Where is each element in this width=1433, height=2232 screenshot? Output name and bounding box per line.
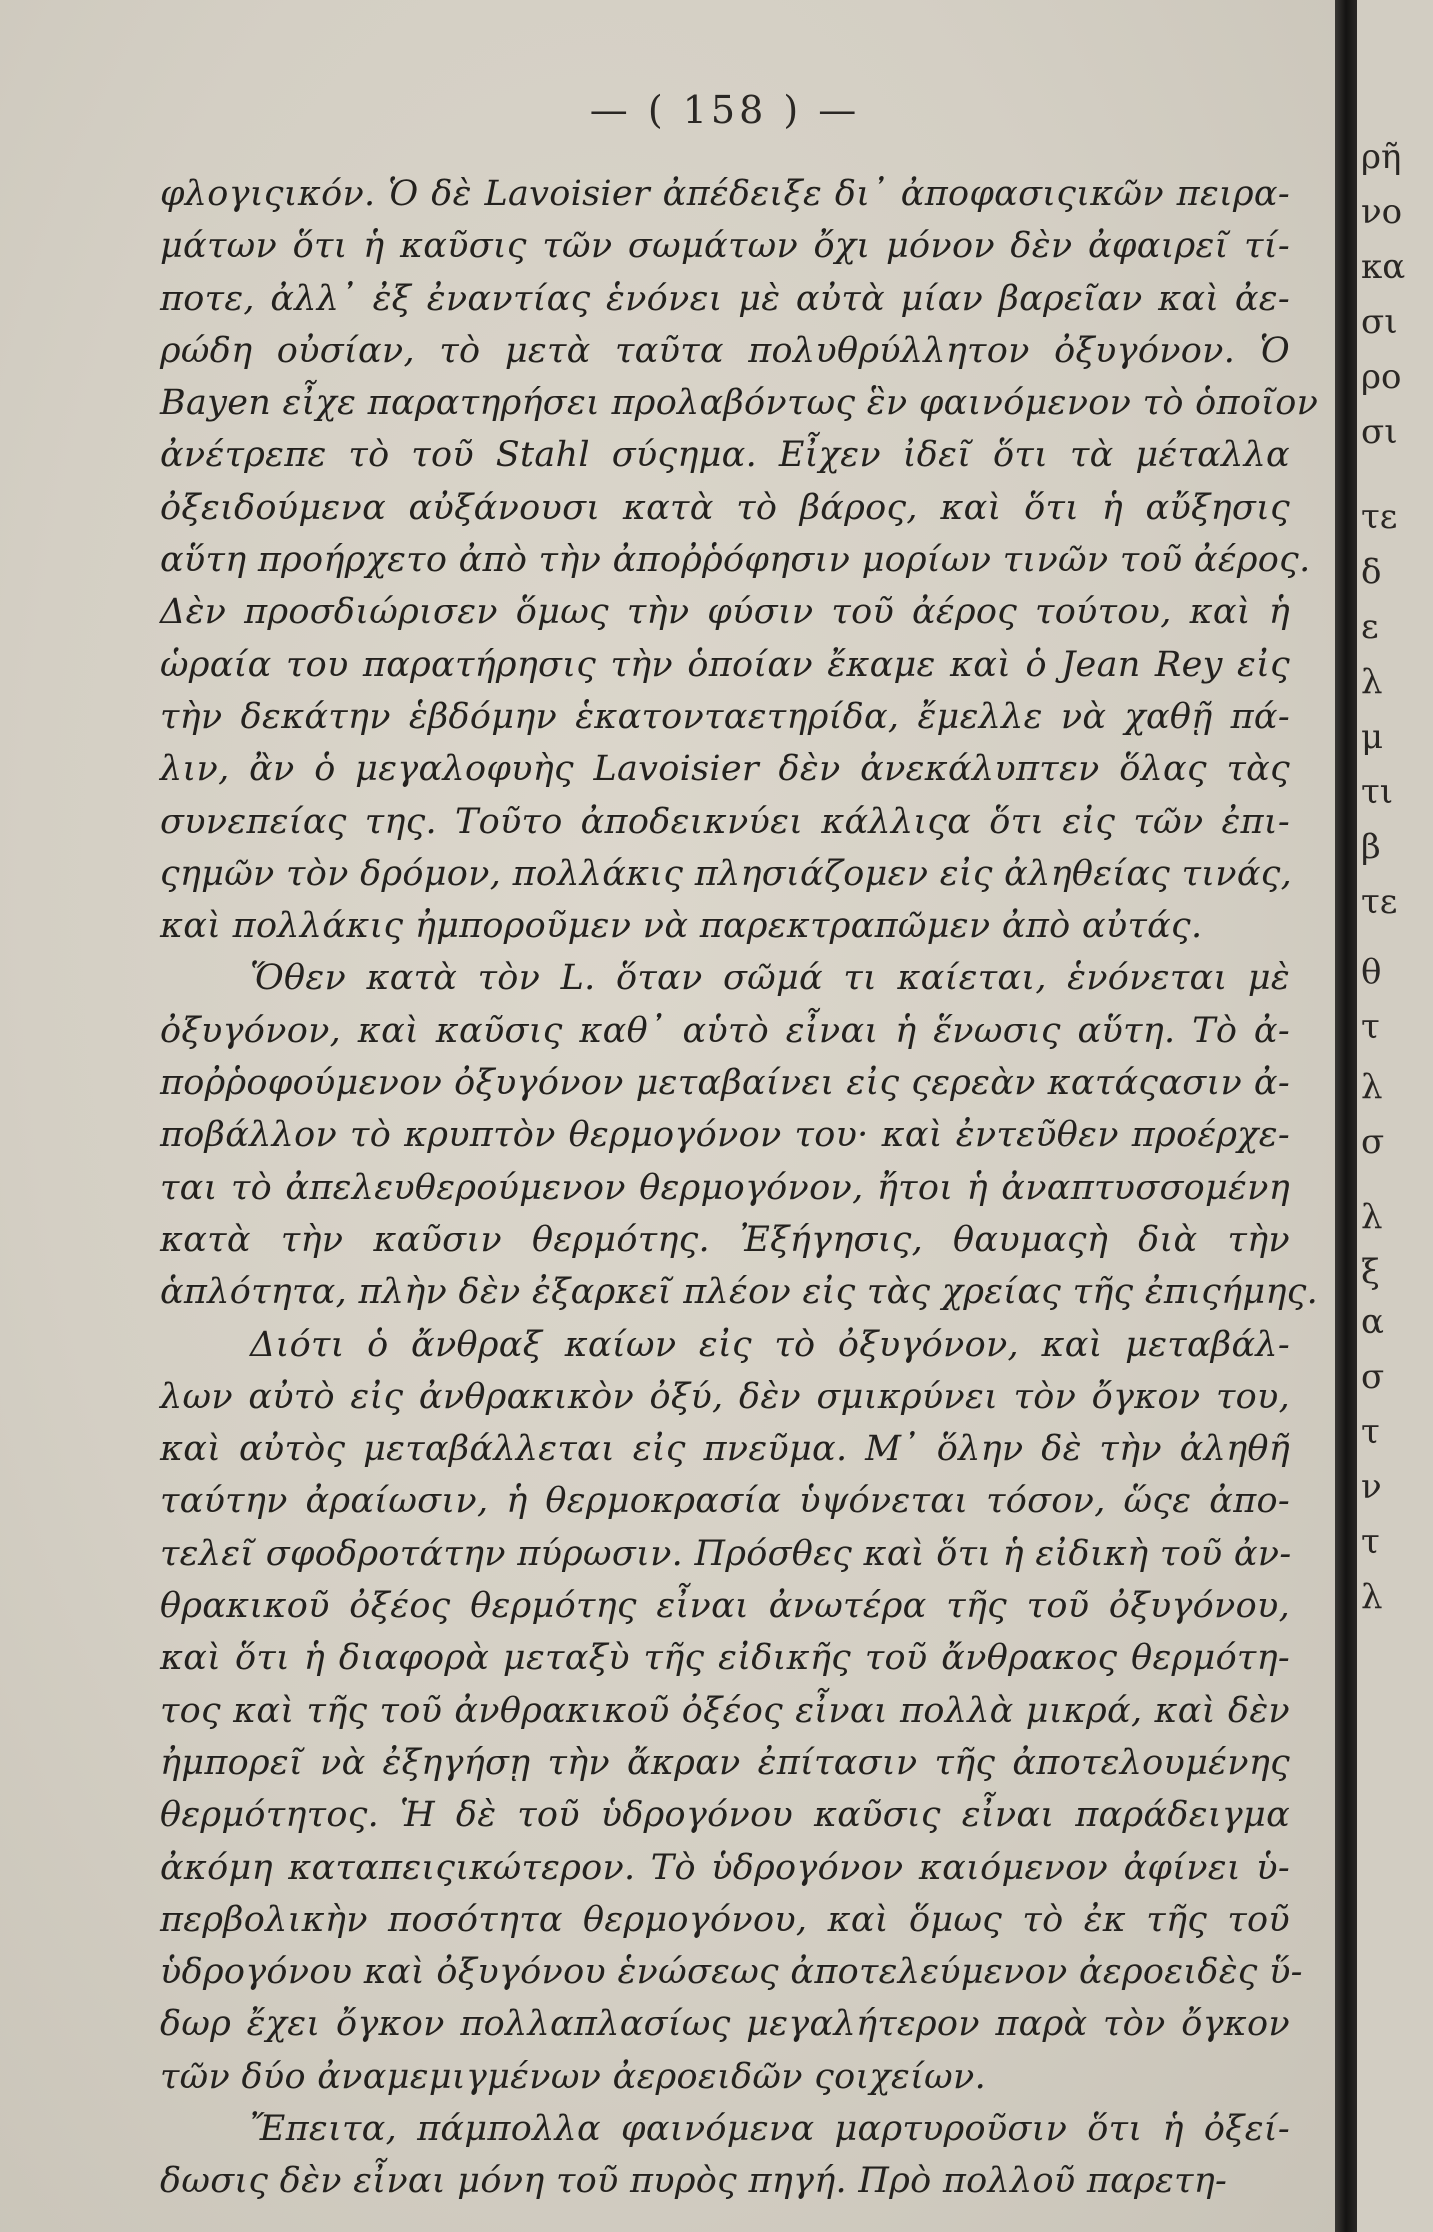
- adjacent-page-fragment: μ: [1361, 717, 1384, 757]
- adjacent-page-fragment: ρῆ: [1361, 137, 1402, 177]
- adjacent-page-fragment: νο: [1361, 192, 1403, 232]
- text-line: καὶ ὅτι ἡ διαφορὰ μεταξὺ τῆς εἰδικῆς τοῦ ἄνθρακος θερμότη-: [160, 1638, 1290, 1679]
- text-line: ὑδρογόνου καὶ ὀξυγόνου ἑνώσεως ἀποτελεύμενον ἀεροειδὲς ὕ-: [160, 1952, 1303, 1993]
- text-line: Διότι ὁ ἄνθραξ καίων εἰς τὸ ὀξυγόνον, καὶ μεταβάλ-: [250, 1324, 1290, 1365]
- text-line: ἠμπορεῖ νὰ ἐξηγήσῃ τὴν ἄκραν ἐπίτασιν τῆς ἀποτελουμένης: [160, 1742, 1290, 1783]
- adjacent-page-fragment: ξ: [1361, 1252, 1380, 1292]
- adjacent-page-fragment: τ: [1361, 1007, 1380, 1047]
- text-line: ται τὸ ἀπελευθερούμενον θερμογόνον, ἤτοι ἡ ἀναπτυσσομένη: [160, 1167, 1290, 1208]
- text-line: τῶν δύο ἀναμεμιγμένων ἀεροειδῶν ςοιχείων.: [160, 2056, 986, 2097]
- adjacent-page-fragment: α: [1361, 1302, 1384, 1342]
- text-line: δωσις δὲν εἶναι μόνη τοῦ πυρὸς πηγή. Πρὸ πολλοῦ παρετη-: [160, 2161, 1228, 2202]
- text-line: ρώδη οὐσίαν, τὸ μετὰ ταῦτα πολυθρύλλητον ὀξυγόνον. Ὁ: [160, 330, 1290, 371]
- text-line: ποβάλλον τὸ κρυπτὸν θερμογόνον του· καὶ ἐντεῦθεν προέρχε-: [160, 1115, 1290, 1156]
- adjacent-page-fragment: δ: [1361, 552, 1382, 592]
- text-line: μάτων ὅτι ἡ καῦσις τῶν σωμάτων ὄχι μόνον δὲν ἀφαιρεῖ τί-: [160, 226, 1290, 267]
- adjacent-page-fragment: σι: [1361, 412, 1398, 452]
- text-line: περβολικὴν ποσότητα θερμογόνου, καὶ ὅμως τὸ ἐκ τῆς τοῦ: [160, 1899, 1290, 1940]
- adjacent-page-fragment: λ: [1361, 662, 1383, 702]
- adjacent-page-fragment: τε: [1361, 497, 1398, 537]
- text-line: καὶ αὐτὸς μεταβάλλεται εἰς πνεῦμα. Μ᾽ ὅλην δὲ τὴν ἀληθῆ: [160, 1429, 1290, 1470]
- adjacent-page-fragment: τ: [1361, 1522, 1380, 1562]
- adjacent-page-fragment: τι: [1361, 772, 1394, 812]
- text-line: φλογιςικόν. Ὁ δὲ Lavoisier ἀπέδειξε δι᾽ ἀποφασιςικῶν πειρα-: [160, 174, 1290, 214]
- text-line: τος καὶ τῆς τοῦ ἀνθρακικοῦ ὀξέος εἶναι πολλὰ μικρά, καὶ δὲν: [160, 1690, 1290, 1731]
- adjacent-page-fragment: λ: [1361, 1577, 1383, 1617]
- adjacent-page-fragment: β: [1361, 827, 1381, 867]
- adjacent-page-fragment: θ: [1361, 952, 1382, 992]
- text-line: ὀξειδούμενα αὐξάνουσι κατὰ τὸ βάρος, καὶ ὅτι ἡ αὔξησις: [160, 487, 1290, 528]
- adjacent-page-fragment: κα: [1361, 247, 1406, 287]
- text-line: θρακικοῦ ὀξέος θερμότης εἶναι ἀνωτέρα τῆς τοῦ ὀξυγόνου,: [160, 1586, 1290, 1627]
- adjacent-page-fragment: ρο: [1361, 357, 1402, 397]
- text-line: Ἔπειτα, πάμπολλα φαινόμενα μαρτυροῦσιν ὅτι ἡ ὀξεί-: [250, 2108, 1290, 2149]
- book-gutter: [1335, 0, 1357, 2232]
- text-line: ποτε, ἀλλ᾽ ἐξ ἐναντίας ἑνόνει μὲ αὐτὰ μίαν βαρεῖαν καὶ ἀε-: [160, 278, 1290, 319]
- text-line: δωρ ἔχει ὄγκον πολλαπλασίως μεγαλήτερον παρὰ τὸν ὄγκον: [160, 2004, 1290, 2045]
- text-line: ἀκόμη καταπειςικώτερον. Τὸ ὑδρογόνον καιόμενον ἀφίνει ὑ-: [160, 1847, 1290, 1888]
- text-line: Δὲν προσδιώρισεν ὅμως τὴν φύσιν τοῦ ἀέρος τούτου, καὶ ἡ: [160, 592, 1290, 633]
- text-line: ςημῶν τὸν δρόμον, πολλάκις πλησιάζομεν εἰς ἀληθείας τινάς,: [160, 853, 1293, 894]
- text-line: κατὰ τὴν καῦσιν θερμότης. Ἐξήγησις, θαυμαςὴ διὰ τὴν: [160, 1219, 1290, 1260]
- text-line: λιν, ἂν ὁ μεγαλοφυὴς Lavoisier δὲν ἀνεκάλυπτεν ὅλας τὰς: [160, 749, 1290, 790]
- text-line: ὡραία του παρατήρησις τὴν ὁποίαν ἔκαμε καὶ ὁ Jean Rey εἰς: [160, 644, 1290, 685]
- adjacent-page-fragment: τε: [1361, 882, 1398, 922]
- adjacent-page-fragment: ν: [1361, 1467, 1382, 1507]
- text-line: ταύτην ἀραίωσιν, ἡ θερμοκρασία ὑψόνεται τόσον, ὥςε ἀπο-: [160, 1481, 1290, 1522]
- text-line: συνεπείας της. Τοῦτο ἀποδεικνύει κάλλιςα ὅτι εἰς τῶν ἐπι-: [160, 801, 1290, 842]
- text-line: Ὅθεν κατὰ τὸν L. ὅταν σῶμά τι καίεται, ἑνόνεται μὲ: [250, 958, 1290, 999]
- adjacent-page-fragment: σ: [1361, 1357, 1385, 1397]
- adjacent-page-fragment: ε: [1361, 607, 1379, 647]
- text-line: τὴν δεκάτην ἑβδόμην ἑκατονταετηρίδα, ἔμελλε νὰ χαθῇ πά-: [160, 696, 1290, 737]
- text-line: ὀξυγόνον, καὶ καῦσις καθ᾽ αὑτὸ εἶναι ἡ ἕνωσις αὕτη. Τὸ ἀ-: [160, 1010, 1290, 1051]
- text-line: καὶ πολλάκις ἠμποροῦμεν νὰ παρεκτραπῶμεν ἀπὸ αὐτάς.: [160, 906, 1203, 947]
- text-line: ποῤῥοφούμενον ὀξυγόνον μεταβαίνει εἰς ςερεὰν κατάςασιν ἀ-: [160, 1063, 1290, 1104]
- text-line: αὕτη προήρχετο ἀπὸ τὴν ἀποῤῥόφησιν μορίων τινῶν τοῦ ἀέρος.: [160, 540, 1311, 581]
- text-line: Bayen εἶχε παρατηρήσει προλαβόντως ἓν φαινόμενον τὸ ὁποῖον: [160, 383, 1319, 424]
- adjacent-page-fragment: λ: [1361, 1067, 1383, 1107]
- text-line: ἁπλότητα, πλὴν δὲν ἐξαρκεῖ πλέον εἰς τὰς χρείας τῆς ἐπιςήμης.: [160, 1272, 1319, 1313]
- adjacent-page-fragment: τ: [1361, 1412, 1380, 1452]
- body-text: [160, 168, 1319, 2208]
- text-line: τελεῖ σφοδροτάτην πύρωσιν. Πρόσθες καὶ ὅτι ἡ εἰδικὴ τοῦ ἀν-: [160, 1533, 1292, 1574]
- adjacent-page-fragment: σι: [1361, 302, 1398, 342]
- adjacent-page-edge: [1357, 0, 1433, 2232]
- page-number-header: — ( 158 ) —: [589, 88, 861, 132]
- adjacent-page-fragment: λ: [1361, 1197, 1383, 1237]
- text-line: θερμότητος. Ἡ δὲ τοῦ ὑδρογόνου καῦσις εἶναι παράδειγμα: [160, 1795, 1290, 1836]
- text-line: ἀνέτρεπε τὸ τοῦ Stahl σύςημα. Εἶχεν ἰδεῖ ὅτι τὰ μέταλλα: [160, 435, 1290, 476]
- adjacent-page-fragment: σ: [1361, 1122, 1385, 1162]
- text-line: λων αὐτὸ εἰς ἀνθρακικὸν ὀξύ, δὲν σμικρύνει τὸν ὄγκον του,: [160, 1376, 1290, 1417]
